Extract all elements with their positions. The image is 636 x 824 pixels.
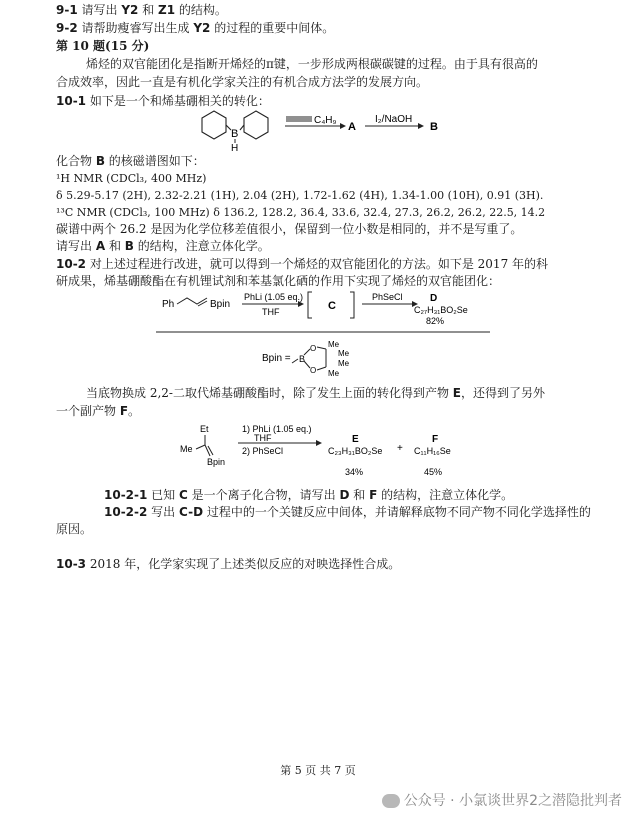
ethyl-label: Et (200, 424, 209, 434)
methyl-label: Me (180, 444, 193, 454)
bpin-oxygen-top: O (310, 344, 317, 353)
step-2-reagent: 2) PhSeCl (242, 446, 284, 456)
question-10-2-line-1: 10-2 对上述过程进行改进，就可以得到一个烯烃的双官能团化的方法。如下是 2017 年的科 (56, 257, 549, 271)
nmr-question: 请写出 A 和 B 的结构，注意立体化学。 (56, 239, 270, 253)
question-10-1: 10-1 如下是一个和烯基硼相关的转化： (56, 94, 270, 108)
question-10-3: 10-3 2018 年，化学家实现了上述类似反应的对映选择性合成。 (56, 557, 401, 571)
bpin-label-3: Bpin (207, 457, 226, 467)
intro-line-2: 合成效率，因此一直是有机化学家关注的有机合成方法学的发展方向。 (56, 75, 429, 89)
question-10-2-2: 10-2-2 写出 C-D 过程中的一个关键反应中间体，并请解释底物不同产物不同化学选择性的 (104, 505, 591, 519)
intermediate-C: C (328, 300, 336, 312)
product-E-formula: C₂₃H₃₁BO₂Se (328, 446, 383, 456)
watermark: 公众号 · 小氯谈世界2之潜隐批判者 (382, 790, 622, 810)
wechat-icon (382, 794, 400, 808)
nmr-intro: 化合物 B 的核磁谱图如下： (56, 154, 205, 168)
product-E: E (352, 434, 359, 445)
product-E-yield: 34% (345, 467, 364, 477)
compound-A: A (348, 121, 356, 133)
product-F: F (432, 434, 439, 445)
product-F-yield: 45% (424, 467, 443, 477)
h1-nmr-header: ¹H NMR (CDCl₃, 400 MHz) (56, 172, 207, 185)
pinacol-ring (292, 347, 326, 370)
product-F-formula: C₁₁H₁₆Se (414, 446, 451, 456)
scheme-2-reaction (150, 288, 500, 338)
solvent-thf: THF (262, 307, 280, 317)
scheme-1-reaction (190, 104, 480, 152)
para2-line-2: 一个副产物 F。 (56, 404, 141, 418)
page-footer: 第 5 页 共 7 页 (280, 764, 356, 777)
allyl-bpin-skeleton (177, 298, 207, 306)
reagent-iodine-naoh: I₂/NaOH (375, 114, 413, 125)
methyl-2: Me (338, 349, 350, 358)
question-10-2-2-line-2: 原因。 (56, 522, 93, 536)
plus-sign: + (397, 443, 403, 454)
bpin-structure (260, 337, 370, 379)
product-D-yield: 82% (426, 316, 445, 326)
alkenyl-bpin-skeleton (196, 435, 213, 456)
bracket-left (308, 292, 312, 318)
c13-nmr-data: ¹³C NMR (CDCl₃, 100 MHz) δ 136.2, 128.2, 36.4, 33.6, 32.4, 27.3, 26.2, 26.2, 22.5, 14.2 (56, 206, 546, 219)
arrow-2-head (418, 123, 424, 129)
reagent-phsecl: PhSeCl (372, 292, 403, 302)
nmr-note: 碳谱中两个 26.2 是因为化学位移差值很小，保留到一位小数是相同的，并不是写重了。 (56, 222, 523, 236)
methyl-1: Me (328, 340, 340, 349)
solvent-thf-3: THF (254, 433, 272, 443)
alkyne-reagent (286, 117, 312, 121)
arrow-5-head (316, 440, 322, 446)
bpin-label: Bpin (210, 299, 231, 310)
intro-line-1: 烯烃的双官能团化是指断开烯烃的π键，一步形成两根碳碳键的过程。由于具有很高的 (86, 57, 538, 71)
para2-line-1: 当底物换成 2,2-二取代烯基硼酸酯时，除了发生上面的转化得到产物 E，还得到了另外 (86, 386, 545, 400)
methyl-4: Me (328, 369, 340, 378)
question-10-2-line-2: 研成果，烯基硼酸酯在有机锂试剂和苯基氯化硒的作用下实现了烯烃的双官能团化： (56, 274, 501, 288)
question-10-title: 第 10 题(15 分) (56, 39, 150, 53)
bpin-boron: B (299, 354, 306, 364)
bracket-right (350, 292, 354, 318)
question-10-2-1: 10-2-1 已知 C 是一个离子化合物，请写出 D 和 F 的结构，注意立体化学。 (104, 488, 514, 502)
boron-label: B (231, 128, 239, 140)
methyl-3: Me (338, 359, 350, 368)
product-D-formula: C₂₇H₃₁BO₂Se (414, 305, 468, 315)
phenyl-label: Ph (162, 299, 175, 310)
question-9-2: 9-2 请帮助瘦睿写出生成 Y2 的过程的重要中间体。 (56, 21, 335, 35)
hydrogen-label: H (231, 143, 239, 152)
reagent-c4h9: C₄H₉ (314, 115, 337, 126)
product-D: D (430, 293, 438, 304)
bpin-oxygen-bottom: O (310, 366, 317, 375)
scheme-3-reaction (180, 420, 480, 482)
compound-B: B (430, 121, 438, 133)
h1-nmr-data: δ 5.29-5.17 (2H), 2.32-2.21 (1H), 2.04 (2H), 1.72-1.62 (4H), 1.34-1.00 (10H), 0.91 (3H). (56, 189, 544, 202)
question-9-1: 9-1 请写出 Y2 和 Z1 的结构。 (56, 3, 227, 17)
arrow-1-head (340, 123, 346, 129)
bpin-def-label: Bpin = (262, 353, 291, 364)
reagent-phli: PhLi (1.05 eq.) (244, 292, 304, 302)
step-1-reagent: 1) PhLi (1.05 eq.) (242, 424, 312, 434)
